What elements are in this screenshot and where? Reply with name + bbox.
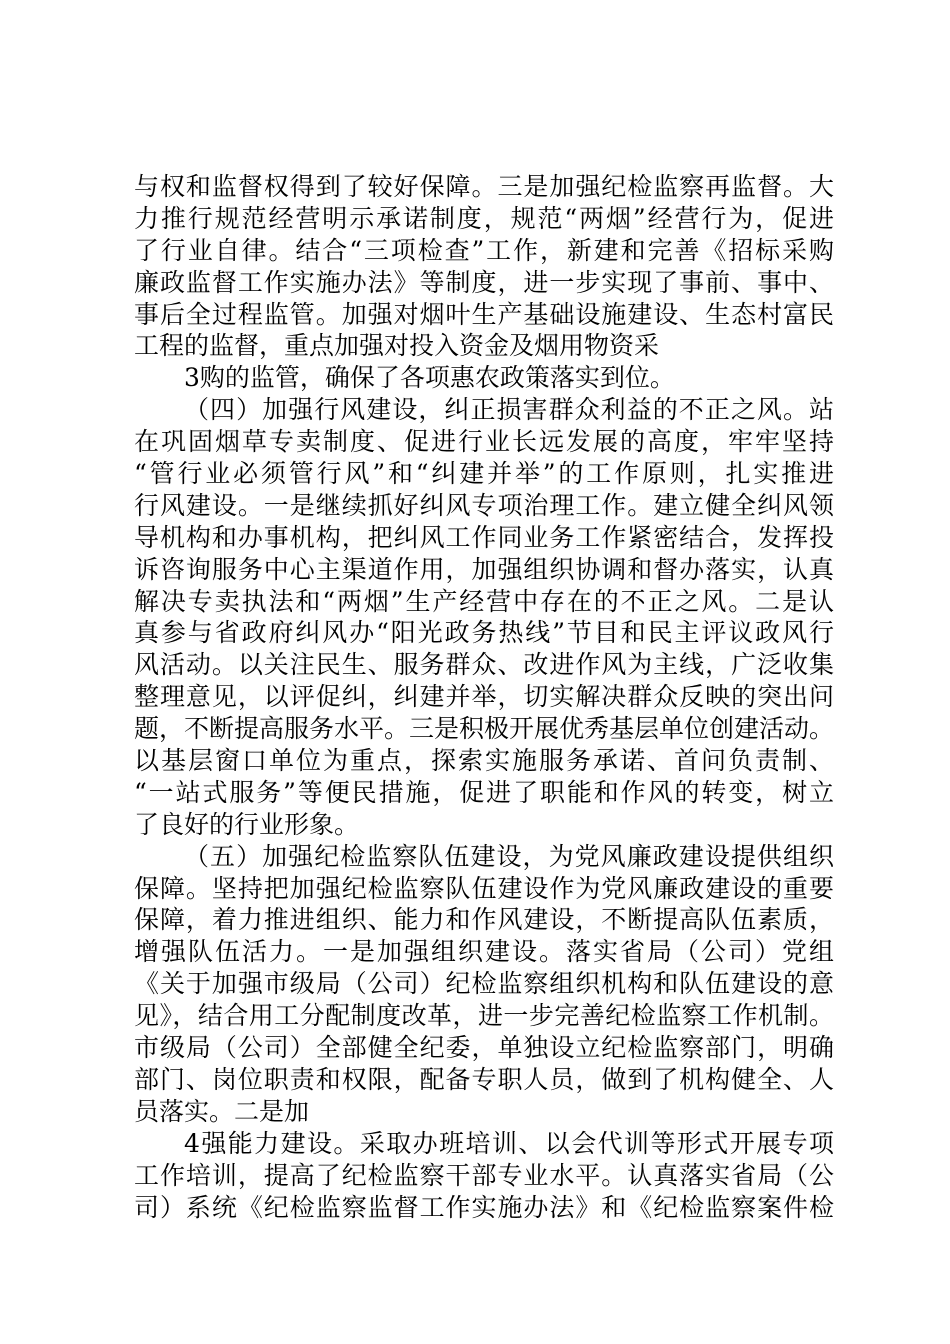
text-line: 市级局（公司）全部健全纪委，单独设立纪检监察部门，明确 [134, 1033, 834, 1063]
text-line: 增强队伍活力。一是加强组织建设。落实省局（公司）党组 [134, 937, 834, 967]
text-line: 《关于加强市级局（公司）纪检监察组织机构和队伍建设的意 [134, 969, 834, 999]
text-line: 保障。坚持把加强纪检监察队伍建设作为党风廉政建设的重要 [134, 873, 834, 903]
text-line: 事后全过程监管。加强对烟叶生产基础设施建设、生态村富民 [134, 299, 834, 329]
text-line: 导机构和办事机构，把纠风工作同业务工作紧密结合，发挥投 [134, 522, 834, 552]
section-heading-line: （四）加强行风建设，纠正损害群众利益的不正之风。站 [184, 395, 834, 425]
text-line: 廉政监督工作实施办法》等制度，进一步实现了事前、事中、 [134, 267, 834, 297]
text-line: 工程的监督，重点加强对投入资金及烟用物资采 [134, 331, 660, 361]
text-line: “管行业必须管行风”和“纠建并举”的工作原则，扎实推进 [134, 459, 834, 489]
text-line: 风活动。以关注民生、服务群众、改进作风为主线，广泛收集 [134, 650, 834, 680]
text-line: 解决专卖执法和“两烟”生产经营中存在的不正之风。二是认 [134, 586, 834, 616]
text-line: 工作培训，提高了纪检监察干部专业水平。认真落实省局（公 [134, 1160, 834, 1190]
text-line: 见》，结合用工分配制度改革，进一步完善纪检监察工作机制。 [134, 1001, 834, 1031]
text-line: 了行业自律。结合“三项检查”工作，新建和完善《招标采购 [134, 235, 834, 265]
text-line: 整理意见，以评促纠，纠建并举，切实解决群众反映的突出问 [134, 682, 834, 712]
section-heading-line: （五）加强纪检监察队伍建设，为党风廉政建设提供组织 [184, 841, 834, 871]
text-line: 诉咨询服务中心主渠道作用，加强组织协调和督办落实，认真 [134, 554, 834, 584]
text-line: 保障，着力推进组织、能力和作风建设，不断提高队伍素质， [134, 905, 834, 935]
text-line: 以基层窗口单位为重点，探索实施服务承诺、首问负责制、 [134, 746, 834, 776]
text-line: 力推行规范经营明示承诺制度，规范“两烟”经营行为，促进 [134, 203, 834, 233]
page-marker-line: 3购的监管，确保了各项惠农政策落实到位。 [184, 363, 675, 393]
text-line: “一站式服务”等便民措施，促进了职能和作风的转变，树立 [134, 777, 834, 807]
text-line: 行风建设。一是继续抓好纠风专项治理工作。建立健全纠风领 [134, 490, 834, 520]
text-line: 员落实。二是加 [134, 1096, 310, 1126]
text-line: 真参与省政府纠风办“阳光政务热线”节目和民主评议政风行 [134, 618, 834, 648]
text-line: 部门、岗位职责和权限，配备专职人员，做到了机构健全、人 [134, 1064, 834, 1094]
text-line: 题，不断提高服务水平。三是积极开展优秀基层单位创建活动。 [134, 714, 834, 744]
text-line: 与权和监督权得到了较好保障。三是加强纪检监察再监督。大 [134, 172, 834, 201]
body-text [134, 171, 834, 1223]
text-line: 司）系统《纪检监察监督工作实施办法》和《纪检监察案件检 [134, 1192, 834, 1222]
page-marker-line: 4强能力建设。采取办班培训、以会代训等形式开展专项 [184, 1128, 834, 1158]
text-line: 在巩固烟草专卖制度、促进行业长远发展的高度，牢牢坚持 [134, 427, 834, 457]
text-line: 了良好的行业形象。 [134, 809, 360, 839]
